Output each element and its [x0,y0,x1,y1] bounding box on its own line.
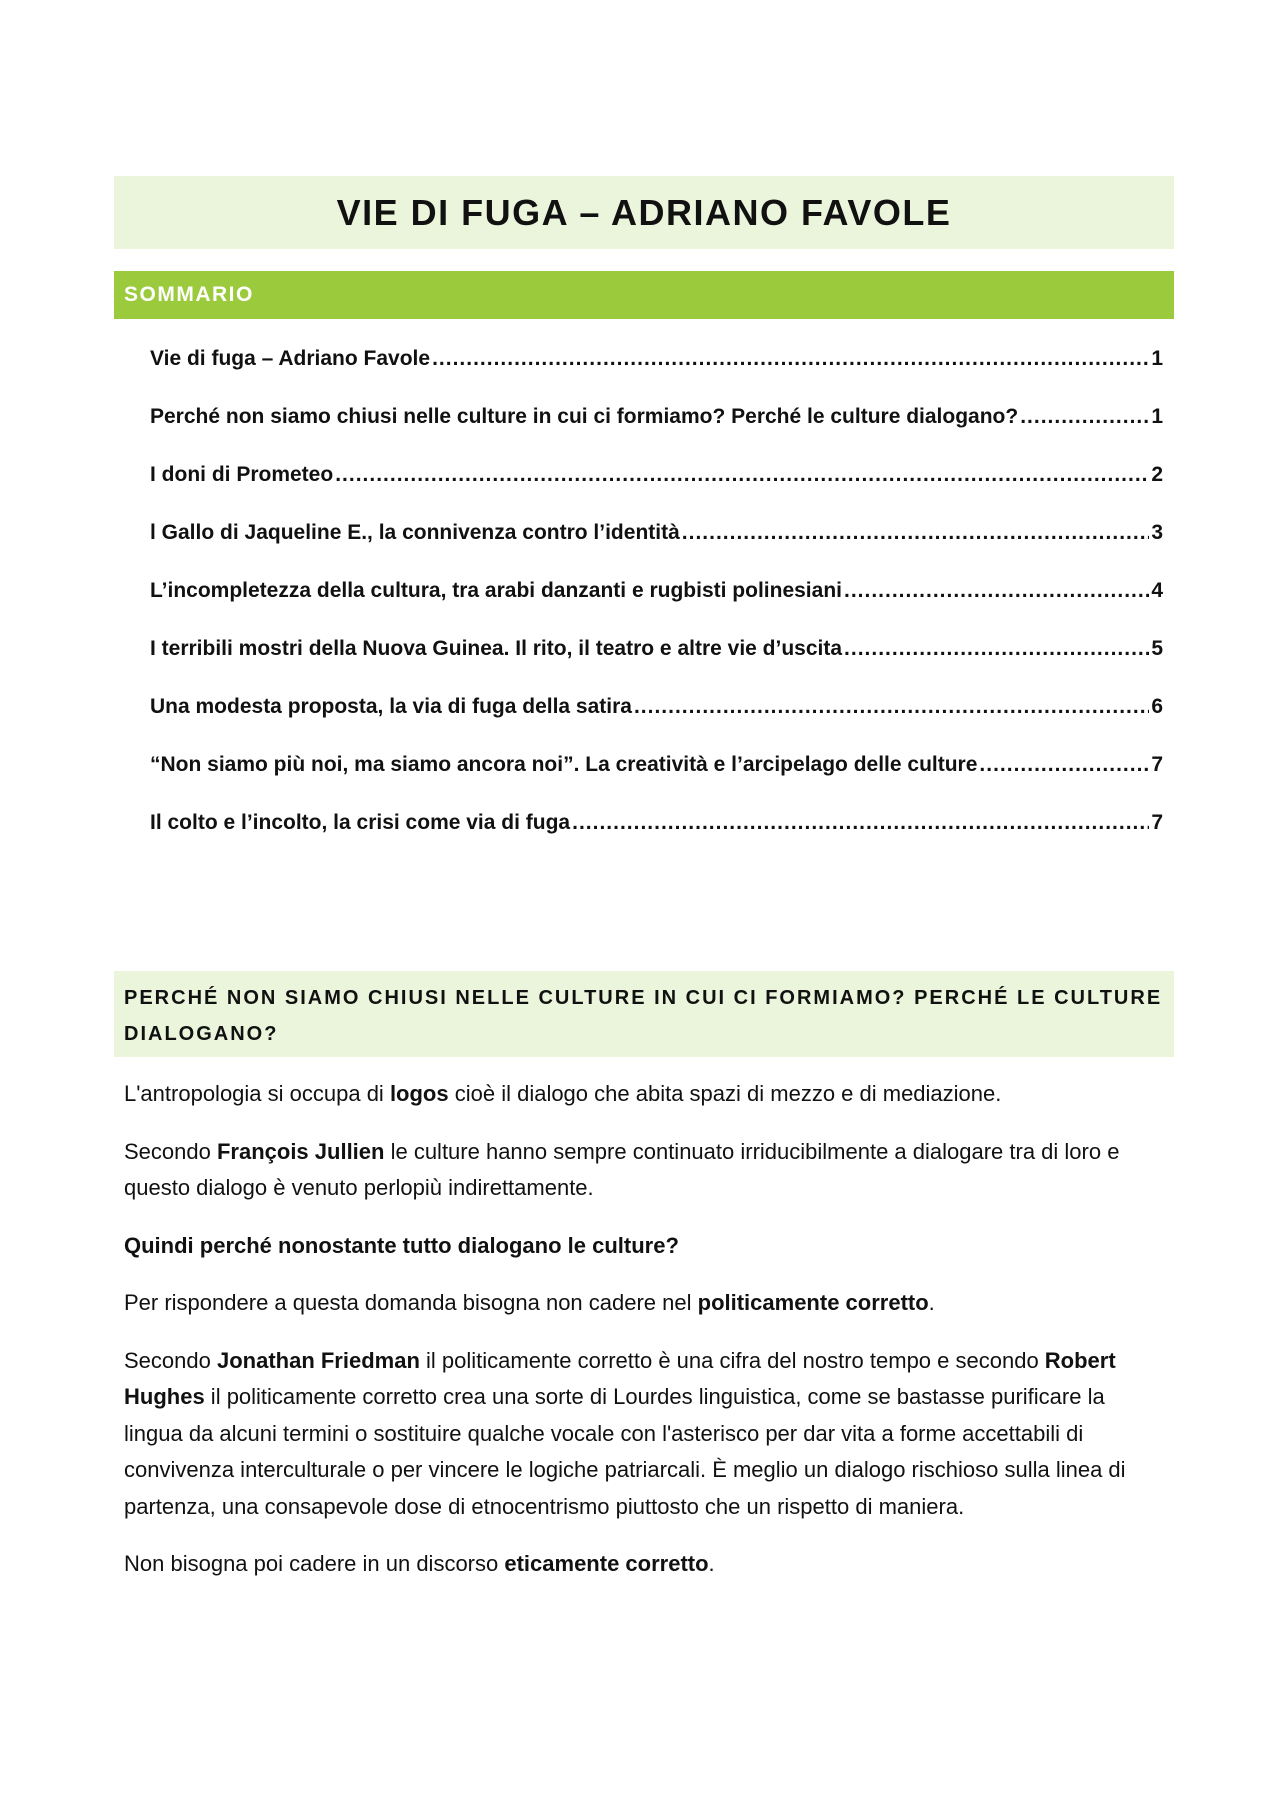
toc-heading: SOMMARIO [124,283,254,306]
toc-page-number: 1 [1151,405,1163,428]
toc-page-number: 3 [1151,521,1163,544]
toc-page-number: 4 [1151,579,1163,602]
section-body [124,1076,1169,1604]
toc-entry[interactable]: l Gallo di Jaqueline E., la connivenza contro l’identità ..... 3 [150,504,1163,562]
paragraph: Secondo Jonathan Friedman il politicamente corretto è una cifra del nostro tempo e secondo Robert Hughes il politicamente corretto crea una sorte di Lourdes linguistica, come se bastasse purificare la lingua da alcuni termini o sostituire qualche vocale con l'asterisco per dar vita a forme accettabili di convivenza interculturale o per vincere le logiche patriarcali. È meglio un dialogo rischioso sulla linea di partenza, una consapevole dose di etnocentrismo piuttosto che un rispetto di maniera. [124,1347,1126,1519]
toc-page-number: 7 [1151,811,1163,834]
toc-entry[interactable]: Una modesta proposta, la via di fuga della satira ..... 6 [150,678,1163,736]
toc-entry[interactable]: Perché non siamo chiusi nelle culture in cui ci formiamo? Perché le culture dialogano? ..... 1 [150,388,1163,446]
toc-entry[interactable]: I doni di Prometeo ..... 2 [150,446,1163,504]
toc-entry[interactable]: L’incompletezza della cultura, tra arabi danzanti e rugbisti polinesiani ..... 4 [150,562,1163,620]
paragraph-question: Quindi perché nonostante tutto dialogano le culture? [124,1232,679,1258]
paragraph: Non bisogna poi cadere in un discorso eticamente corretto. [124,1551,715,1576]
document-title: VIE DI FUGA – ADRIANO FAVOLE [336,191,952,233]
toc-page-number: 7 [1151,753,1163,776]
toc-entry[interactable]: Il colto e l’incolto, la crisi come via di fuga ..... 7 [150,794,1163,852]
toc-entry[interactable]: Vie di fuga – Adriano Favole ..... 1 [150,330,1163,388]
document-title-box [114,176,1174,249]
toc-page-number: 5 [1151,637,1163,660]
toc-page-number: 2 [1151,463,1163,486]
paragraph: Secondo François Jullien le culture hanno sempre continuato irriducibilmente a dialogare tra di loro e questo dialogo è venuto perlopiù indirettamente. [124,1138,1120,1200]
table-of-contents [150,330,1163,852]
paragraph: L'antropologia si occupa di logos cioè il dialogo che abita spazi di mezzo e di mediazione. [124,1081,1002,1106]
toc-page-number: 1 [1151,347,1163,370]
toc-page-number: 6 [1151,695,1163,718]
toc-entry[interactable]: I terribili mostri della Nuova Guinea. Il rito, il teatro e altre vie d’uscita ..... 5 [150,620,1163,678]
toc-entry[interactable]: “Non siamo più noi, ma siamo ancora noi”. La creatività e l’arcipelago delle culture ..... 7 [150,736,1163,794]
section-heading: PERCHÉ NON SIAMO CHIUSI NELLE CULTURE IN CUI CI FORMIAMO? PERCHÉ LE CULTURE DIALOGANO? [124,987,1163,1045]
section-heading-box [114,971,1174,1057]
paragraph: Per rispondere a questa domanda bisogna non cadere nel politicamente corretto. [124,1290,935,1315]
toc-header [114,271,1174,319]
